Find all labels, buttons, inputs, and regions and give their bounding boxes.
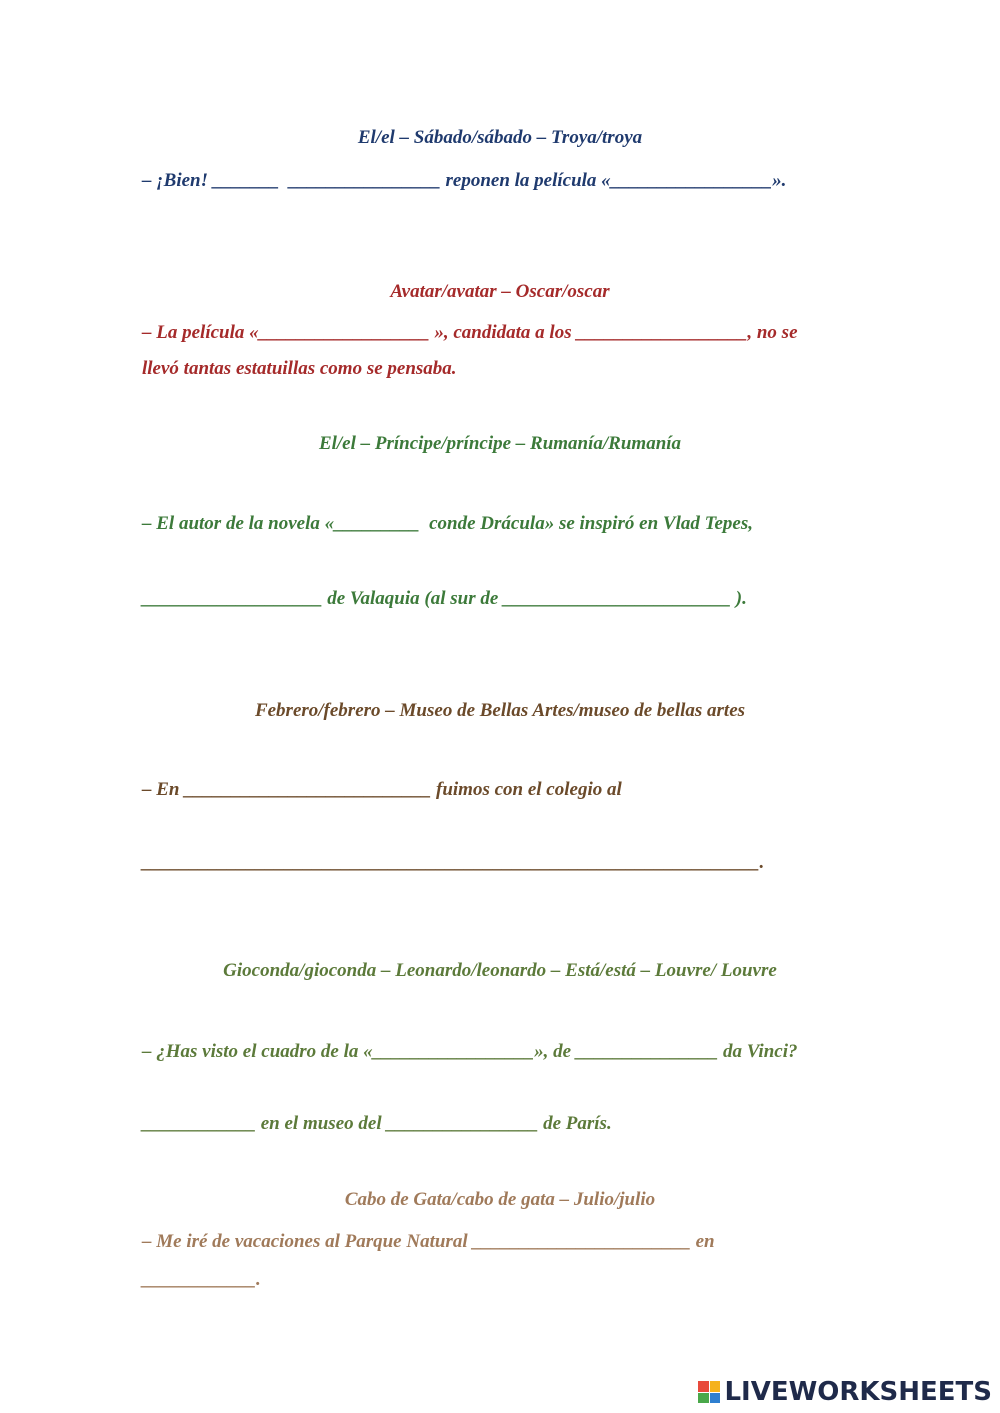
- exercise-4-line-2: _________________________________________________________________.: [142, 852, 765, 873]
- logo-square-3: [698, 1393, 709, 1404]
- exercise-4-line-1: – En __________________________ fuimos con el colegio al: [142, 779, 622, 800]
- logo-square-4: [710, 1393, 721, 1404]
- logo-text: LIVEWORKSHEETS: [724, 1377, 992, 1407]
- exercise-3-line-1: – El autor de la novela «_________ conde Drácula» se inspiró en Vlad Tepes,: [142, 513, 754, 534]
- exercise-2-heading: Avatar/avatar – Oscar/oscar: [390, 281, 610, 302]
- exercise-5-heading: Gioconda/gioconda – Leonardo/leonardo – Está/está – Louvre/ Louvre: [223, 960, 777, 981]
- exercise-6-line-2: ____________.: [142, 1269, 261, 1290]
- exercise-1-line-1: – ¡Bien! _______ ________________ reponen la película «_________________».: [142, 170, 787, 191]
- exercise-6-line-1: – Me iré de vacaciones al Parque Natural _______________________ en: [142, 1231, 715, 1252]
- exercise-1-heading: El/el – Sábado/sábado – Troya/troya: [357, 127, 643, 148]
- logo-square-2: [710, 1381, 721, 1392]
- exercise-5-line-2: ____________ en el museo del ________________ de París.: [142, 1113, 612, 1134]
- exercise-2-line-1: – La película «__________________ », candidata a los __________________, no se: [142, 322, 798, 343]
- logo-square-1: [698, 1381, 709, 1392]
- exercise-4-heading: Febrero/febrero – Museo de Bellas Artes/museo de bellas artes: [254, 700, 746, 721]
- liveworksheets-logo: [698, 1377, 992, 1407]
- exercise-3-line-2: ___________________ de Valaquia (al sur de ________________________ ).: [142, 588, 747, 609]
- exercise-3-heading: El/el – Príncipe/príncipe – Rumanía/Rumanía: [318, 433, 682, 454]
- exercise-5-line-1: – ¿Has visto el cuadro de la «_________________», de _______________ da Vinci?: [142, 1041, 798, 1062]
- exercise-2-line-2: llevó tantas estatuillas como se pensaba.: [142, 358, 457, 379]
- logo-mark-icon: [698, 1381, 720, 1403]
- exercise-6-heading: Cabo de Gata/cabo de gata – Julio/julio: [344, 1189, 656, 1210]
